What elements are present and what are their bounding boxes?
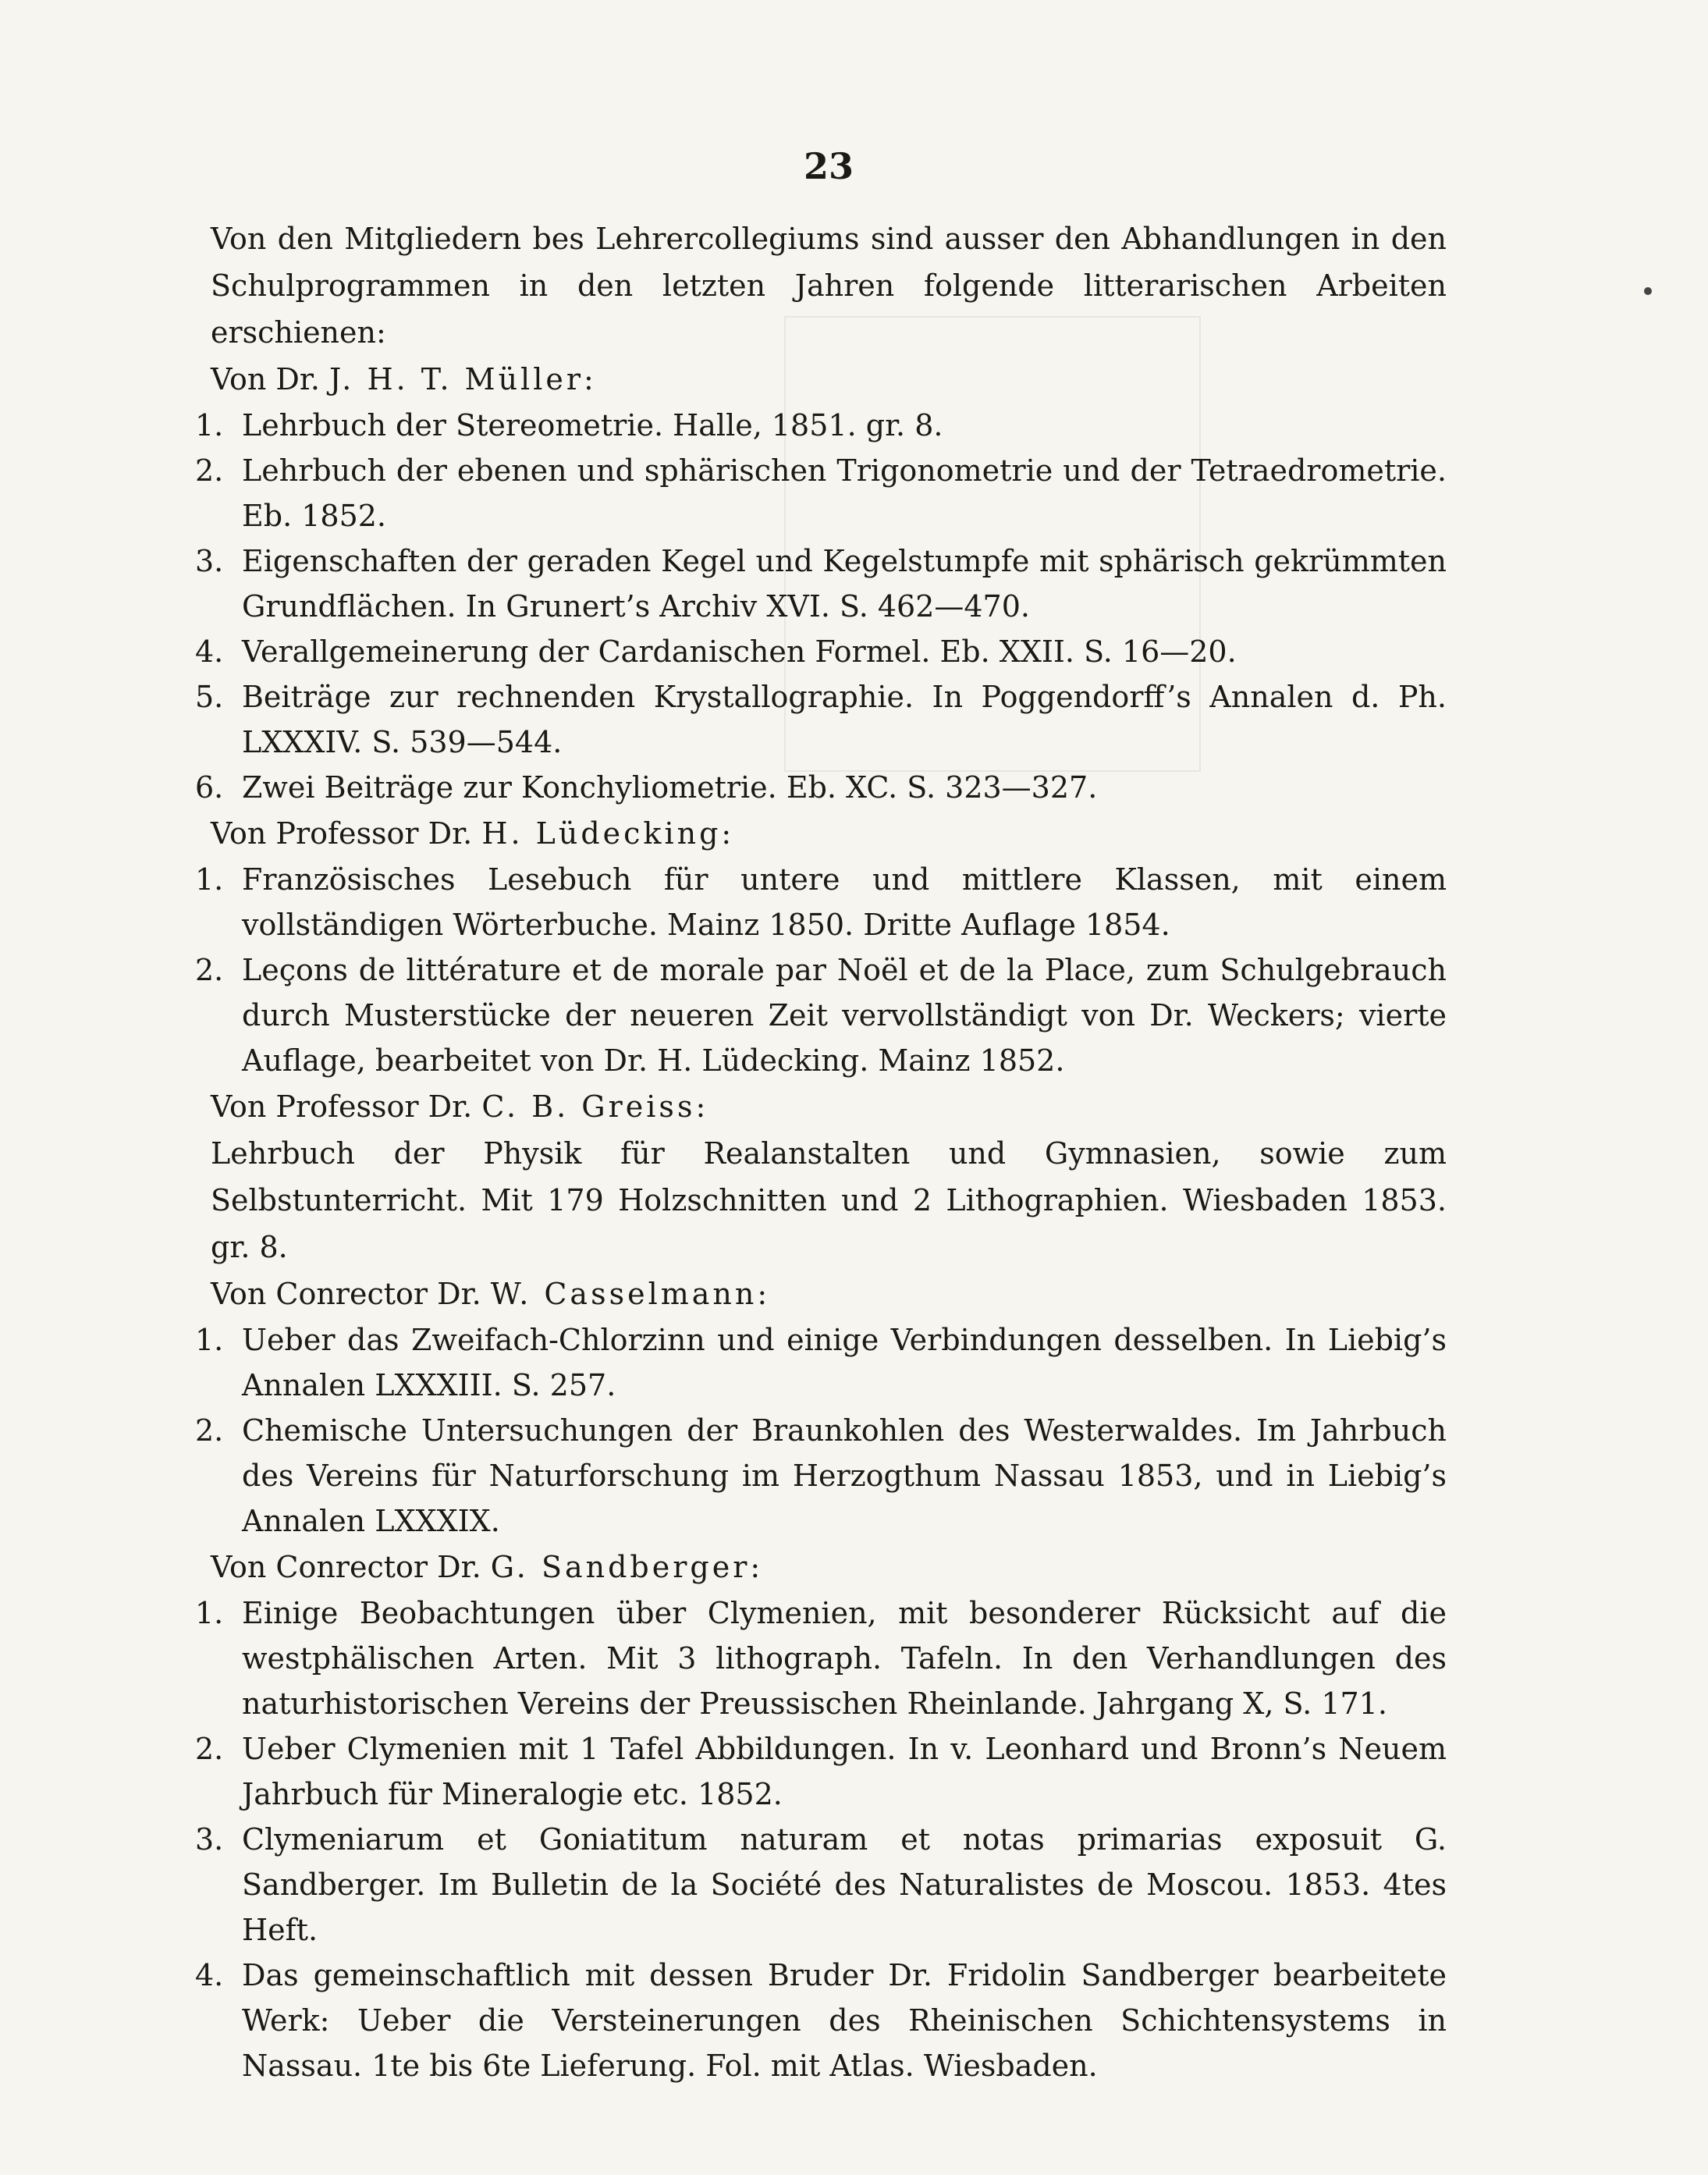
author-heading: Von Conrector Dr. W. Casselmann: bbox=[211, 1277, 768, 1311]
bleed-through-table bbox=[784, 316, 1201, 772]
author-name: C. B. Greiss bbox=[481, 1089, 696, 1124]
section-sandberger bbox=[195, 1544, 1447, 2088]
section-luedecking bbox=[195, 810, 1447, 1083]
list-item: 3. Clymeniarum et Goniatitum naturam et notas primarias exposuit G. Sandberger. Im Bulletin de la Société des Naturalistes de Moscou. 1853. 4tes Heft. bbox=[195, 1822, 1447, 1947]
list-item: 2. Ueber Clymenien mit 1 Tafel Abbildungen. In v. Leonhard und Bronn’s Neuem Jahrbuch für Mineralogie etc. 1852. bbox=[195, 1732, 1447, 1811]
publication-paragraph: Lehrbuch der Physik für Realanstalten und Gymnasien, sowie zum Selbstunterricht. Mit 179 Holzschnitten und 2 Lithographien. Wiesbaden 1853. gr. 8. bbox=[211, 1136, 1447, 1264]
intro-paragraph: Von den Mitgliedern bes Lehrercollegiums sind ausser den Abhandlungen in den Schulprogrammen in den letzten Jahren folgende litterarischen Arbeiten erschienen: bbox=[211, 222, 1447, 350]
list-item: 2. Chemische Untersuchungen der Braunkohlen des Westerwaldes. Im Jahrbuch des Vereins für Naturforschung im Herzogthum Nassau 1853, und in Liebig’s Annalen LXXXIX. bbox=[195, 1413, 1447, 1538]
section-casselmann bbox=[195, 1271, 1447, 1544]
list-item: 3. Eigenschaften der geraden Kegel und Kegelstumpfe mit sphärisch gekrümmten Grundflächen. In Grunert’s Archiv XVI. S. 462—470. bbox=[195, 544, 1447, 624]
author-name: W. Casselmann bbox=[490, 1277, 758, 1311]
list-item: 1. Einige Beobachtungen über Clymenien, mit besonderer Rücksicht auf die westphälischen Arten. Mit 3 lithograph. Tafeln. In den Verhandlungen des naturhistorischen Vereins der Preussischen Rheinlande. Jahrgang X, S. 171. bbox=[195, 1596, 1447, 1721]
list-item: 1. Französisches Lesebuch für untere und mittlere Klassen, mit einem vollständigen Wörterbuche. Mainz 1850. Dritte Auflage 1854. bbox=[195, 862, 1447, 942]
author-name: H. Lüdecking bbox=[481, 816, 722, 851]
author-heading: Von Conrector Dr. G. Sandberger: bbox=[211, 1550, 761, 1584]
author-heading: Von Professor Dr. C. B. Greiss: bbox=[211, 1089, 706, 1124]
list-item: 2. Lehrbuch der ebenen und sphärischen Trigonometrie und der Tetraedrometrie. Eb. 1852. bbox=[195, 453, 1447, 533]
margin-mark bbox=[1644, 287, 1652, 295]
list-item: 5. Beiträge zur rechnenden Krystallographie. In Poggendorff’s Annalen d. Ph. LXXXIV. S. 539—544. bbox=[195, 680, 1447, 759]
author-name: G. Sandberger bbox=[490, 1550, 751, 1584]
list-item: 4. Das gemeinschaftlich mit dessen Bruder Dr. Fridolin Sandberger bearbeitete Werk: Ueber die Versteinerungen des Rheinischen Schichtensystems in Nassau. 1te bis 6te Lieferung. Fol. mit Atlas. Wiesbaden. bbox=[195, 1958, 1447, 2083]
author-heading: Von Professor Dr. H. Lüdecking: bbox=[211, 816, 732, 851]
list-item: 4. Verallgemeinerung der Cardanischen Formel. Eb. XXII. S. 16—20. bbox=[195, 634, 1237, 669]
section-greiss bbox=[211, 1083, 1447, 1271]
page-number: 23 bbox=[803, 145, 854, 187]
list-item: 2. Leçons de littérature et de morale par Noël et de la Place, zum Schulgebrauch durch Musterstücke der neueren Zeit vervollständigt von Dr. Weckers; vierte Auflage, bearbeitet von Dr. H. Lüdecking. Mainz 1852. bbox=[195, 953, 1447, 1078]
list-item: 1. Lehrbuch der Stereometrie. Halle, 1851. gr. 8. bbox=[195, 408, 943, 442]
list-item: 1. Ueber das Zweifach-Chlorzinn und einige Verbindungen desselben. In Liebig’s Annalen LXXXIII. S. 257. bbox=[195, 1323, 1447, 1402]
list-item: 6. Zwei Beiträge zur Konchyliometrie. Eb. XC. S. 323—327. bbox=[195, 770, 1098, 805]
author-heading: Von Dr. J. H. T. Müller: bbox=[211, 362, 594, 396]
author-name: J. H. T. Müller bbox=[329, 362, 584, 396]
